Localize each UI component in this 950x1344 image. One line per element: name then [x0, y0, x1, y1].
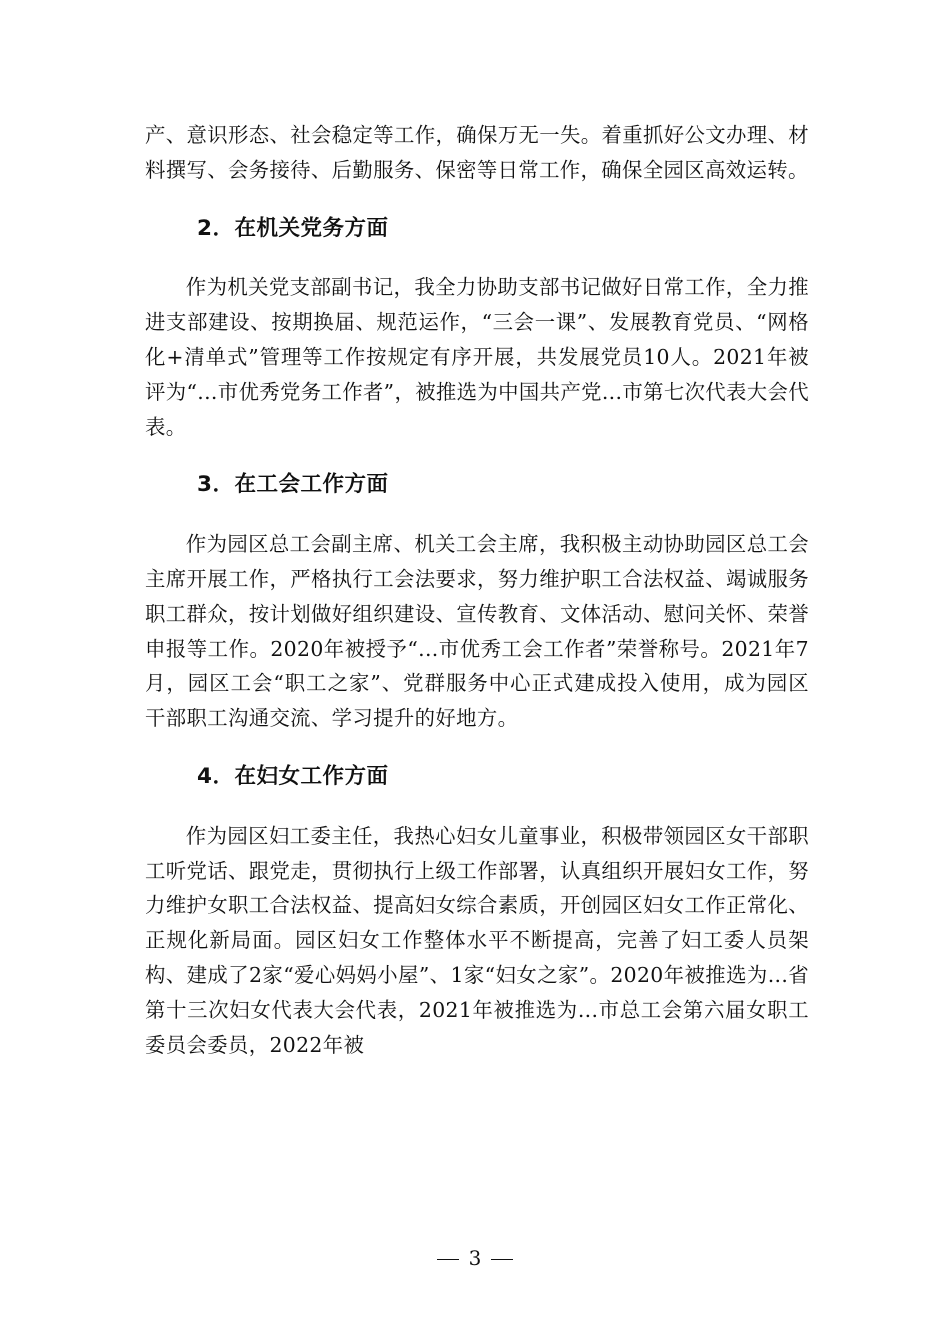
- document-body: [145, 118, 809, 1062]
- section-heading-trade-union: 3．在工会工作方面: [197, 472, 389, 498]
- footer-dash-right: [491, 1259, 513, 1260]
- section-paragraph-trade-union: 作为园区总工会副主席、机关工会主席，我积极主动协助园区总工会主席开展工作，严格执行工会法要求，努力维护职工合法权益、竭诚服务职工群众，按计划做好组织建设、宣传教育、文体活动、慰问关怀、荣誉申报等工作。2020年被授予“...市优秀工会工作者”荣誉称号。2021年7月，园区工会“职工之家”、党群服务中心正式建成投入使用，成为园区干部职工沟通交流、学习提升的好地方。: [145, 532, 809, 731]
- page-footer: [0, 1246, 950, 1270]
- section-paragraph-women-work: 作为园区妇工委主任，我热心妇女儿童事业，积极带领园区女干部职工听党话、跟党走，贯彻执行上级工作部署，认真组织开展妇女工作，努力维护女职工合法权益、提高妇女综合素质，开创园区妇女工作正常化、正规化新局面。园区妇女工作整体水平不断提高，完善了妇工委人员架构、建成了2家“爱心妈妈小屋”、1家“妇女之家”。2020年被推选为...省第十三次妇女代表大会代表，2021年被推选为...市总工会第六届女职工委员会委员，2022年被: [145, 823, 809, 1057]
- section-heading-party-affairs: 2．在机关党务方面: [197, 215, 389, 241]
- footer-dash-left: [437, 1259, 459, 1260]
- section-heading-women-work: 4．在妇女工作方面: [197, 763, 389, 789]
- section-paragraph-party-affairs: 作为机关党支部副书记，我全力协助支部书记做好日常工作，全力推进支部建设、按期换届、规范运作，“三会一课”、发展教育党员、“网格化+清单式”管理等工作按规定有序开展，共发展党员10人。2021年被评为“...市优秀党务工作者”，被推选为中国共产党...市第七次代表大会代表。: [145, 275, 810, 439]
- page-number: 3: [468, 1246, 482, 1270]
- intro-paragraph: 产、意识形态、社会稳定等工作，确保万无一失。着重抓好公文办理、材料撰写、会务接待、后勤服务、保密等日常工作，确保全园区高效运转。: [145, 123, 809, 182]
